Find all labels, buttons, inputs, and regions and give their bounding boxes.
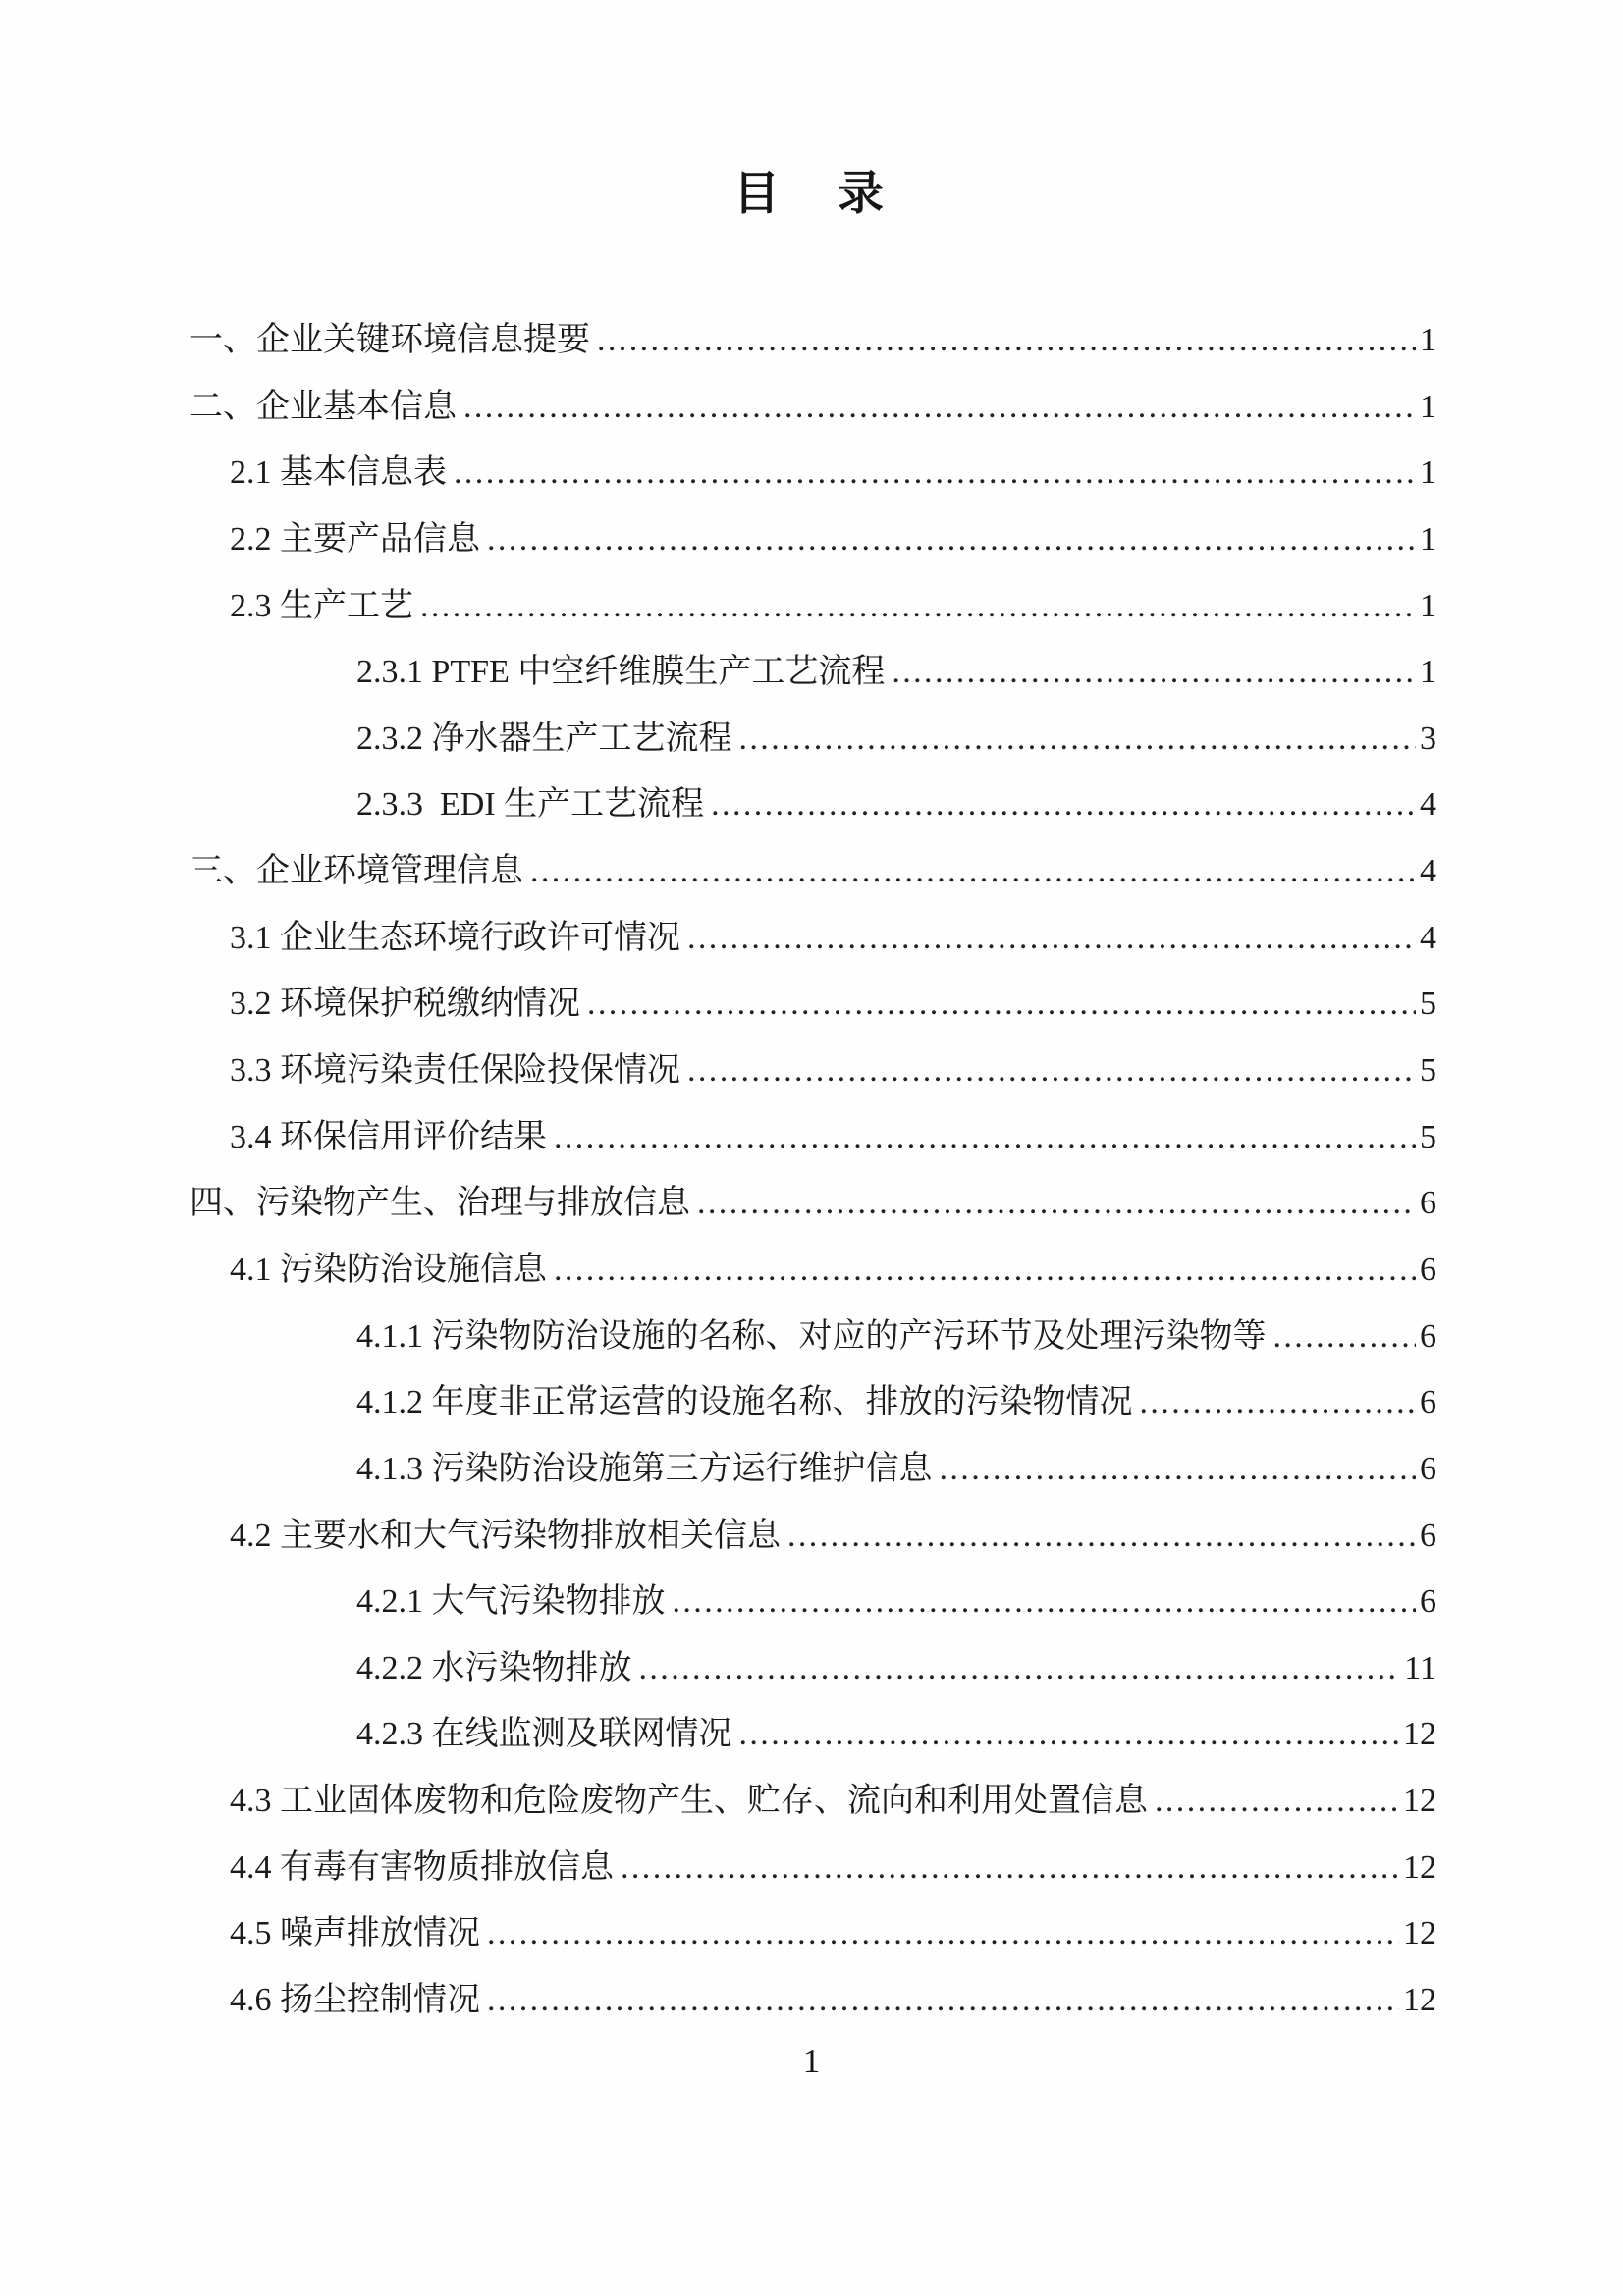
toc-entry [189,1768,1436,1835]
toc-entry-page-number: 12 [1403,1982,1436,2019]
toc-entry-label: 2.3 生产工艺 [230,587,413,624]
toc-entry [189,1569,1436,1635]
toc-entry-label: 三、企业环境管理信息 [189,853,523,890]
toc-entry [189,772,1436,838]
toc-entry-label: 二、企业基本信息 [189,388,457,425]
toc-entry-page-number: 11 [1404,1649,1436,1686]
toc-entry-leader-dots [732,1701,1400,1768]
toc-entry-label: 2.3.2 净水器生产工艺流程 [356,720,732,757]
toc-entry-page-number: 6 [1420,1517,1436,1554]
toc-entry-page-number: 12 [1403,1915,1436,1952]
toc-entry-leader-dots [704,772,1416,838]
toc-entry-label: 4.2.2 水污染物排放 [356,1649,632,1686]
toc-entry-label: 4.3 工业固体废物和危险废物产生、贮存、流向和利用处置信息 [230,1783,1148,1820]
toc-entry-page-number: 12 [1403,1848,1436,1886]
toc-entry-page-number: 1 [1420,587,1436,624]
toc-entry-label: 4.2.3 在线监测及联网情况 [356,1716,732,1753]
toc-entry [189,1369,1436,1436]
toc-entry-page-number: 6 [1420,1384,1436,1421]
toc-entry-leader-dots [547,1237,1416,1304]
toc-entry-label: 3.3 环境污染责任保险投保情况 [230,1052,680,1090]
toc-entry [189,905,1436,972]
toc-entry-page-number: 6 [1420,1317,1436,1355]
toc-entry-page-number: 5 [1420,1118,1436,1155]
toc-entry-leader-dots [590,307,1416,374]
toc-entry-leader-dots [447,440,1416,507]
toc-entry-leader-dots [480,1967,1399,2034]
toc-entry-page-number: 6 [1420,1583,1436,1621]
toc-entry-page-number: 12 [1403,1716,1436,1753]
toc-entry-leader-dots [457,374,1416,441]
toc-entry-leader-dots [933,1436,1417,1503]
toc-entry [189,1237,1436,1304]
toc-entry [189,838,1436,905]
toc-entry-page-number: 6 [1420,1185,1436,1222]
toc-entry-leader-dots [666,1569,1417,1635]
toc-entry [189,1304,1436,1370]
toc-entry-leader-dots [580,971,1416,1038]
toc-entry-leader-dots [547,1104,1416,1171]
toc-entry-label: 2.1 基本信息表 [230,454,447,492]
toc-entry-label: 4.1.2 年度非正常运营的设施名称、排放的污染物情况 [356,1384,1133,1421]
toc-entry-label: 2.3.3 EDI 生产工艺流程 [356,786,705,824]
toc-entry-leader-dots [1148,1768,1399,1835]
toc-entry-leader-dots [614,1835,1399,1901]
toc-entry-page-number: 12 [1403,1783,1436,1820]
toc-entry [189,573,1436,640]
toc-entry [189,1635,1436,1702]
page-title: 目 录 [733,169,890,220]
toc-entry-label: 3.2 环境保护税缴纳情况 [230,986,580,1023]
toc-entry [189,440,1436,507]
toc-entry-page-number: 4 [1420,786,1436,824]
toc-entry [189,1170,1436,1237]
toc-entry-label: 一、企业关键环境信息提要 [189,322,590,358]
toc-entry-leader-dots [690,1170,1416,1237]
toc-entry-leader-dots [680,905,1416,972]
toc-entry [189,706,1436,773]
toc-entry [189,1104,1436,1171]
toc-entry-leader-dots [480,507,1416,573]
toc-entry [189,971,1436,1038]
toc-entry-page-number: 3 [1420,720,1436,757]
toc-entry [189,374,1436,441]
toc-entry-page-number: 1 [1420,454,1436,492]
toc-entry [189,1701,1436,1768]
toc-entry-label: 4.1.1 污染物防治设施的名称、对应的产污环节及处理污染物等 [356,1317,1267,1355]
toc-entry-leader-dots [523,838,1416,905]
toc-entry-leader-dots [781,1503,1416,1570]
footer-page-number: 1 [802,2042,821,2080]
toc-entry-page-number: 1 [1420,654,1436,691]
toc-entry-label: 4.1 污染防治设施信息 [230,1251,547,1288]
toc-entry-page-number: 5 [1420,986,1436,1023]
toc-entry-label: 四、污染物产生、治理与排放信息 [189,1185,690,1222]
toc-entry-label: 2.2 主要产品信息 [230,520,480,558]
toc-list [189,307,1436,2034]
toc-entry [189,639,1436,706]
toc-entry-leader-dots [1267,1304,1417,1370]
toc-entry-leader-dots [480,1900,1399,1967]
toc-entry-leader-dots [680,1038,1416,1104]
toc-entry-leader-dots [885,639,1416,706]
toc-entry [189,507,1436,573]
toc-entry [189,1436,1436,1503]
toc-entry-leader-dots [413,573,1416,640]
toc-entry-page-number: 6 [1420,1251,1436,1288]
toc-entry-page-number: 5 [1420,1052,1436,1090]
toc-entry-label: 4.2 主要水和大气污染物排放相关信息 [230,1517,781,1554]
toc-entry-page-number: 1 [1420,520,1436,558]
toc-entry-leader-dots [1133,1369,1417,1436]
toc-entry-label: 3.4 环保信用评价结果 [230,1118,547,1155]
toc-entry-page-number: 1 [1420,322,1436,358]
toc-entry-label: 2.3.1 PTFE 中空纤维膜生产工艺流程 [356,654,886,691]
toc-entry-label: 4.6 扬尘控制情况 [230,1982,480,2019]
toc-entry-leader-dots [732,706,1417,773]
toc-entry [189,1967,1436,2034]
toc-entry-label: 4.1.3 污染防治设施第三方运行维护信息 [356,1450,933,1487]
toc-entry [189,1835,1436,1901]
toc-entry [189,1503,1436,1570]
toc-entry-page-number: 4 [1420,853,1436,890]
toc-entry [189,1900,1436,1967]
toc-entry-page-number: 1 [1420,388,1436,425]
toc-entry-page-number: 4 [1420,919,1436,956]
toc-entry [189,307,1436,374]
toc-entry-label: 4.2.1 大气污染物排放 [356,1583,666,1621]
toc-entry-label: 3.1 企业生态环境行政许可情况 [230,919,680,956]
toc-entry [189,1038,1436,1104]
toc-entry-leader-dots [632,1635,1401,1702]
toc-entry-page-number: 6 [1420,1450,1436,1487]
toc-entry-label: 4.5 噪声排放情况 [230,1915,480,1952]
toc-entry-label: 4.4 有毒有害物质排放信息 [230,1848,614,1886]
